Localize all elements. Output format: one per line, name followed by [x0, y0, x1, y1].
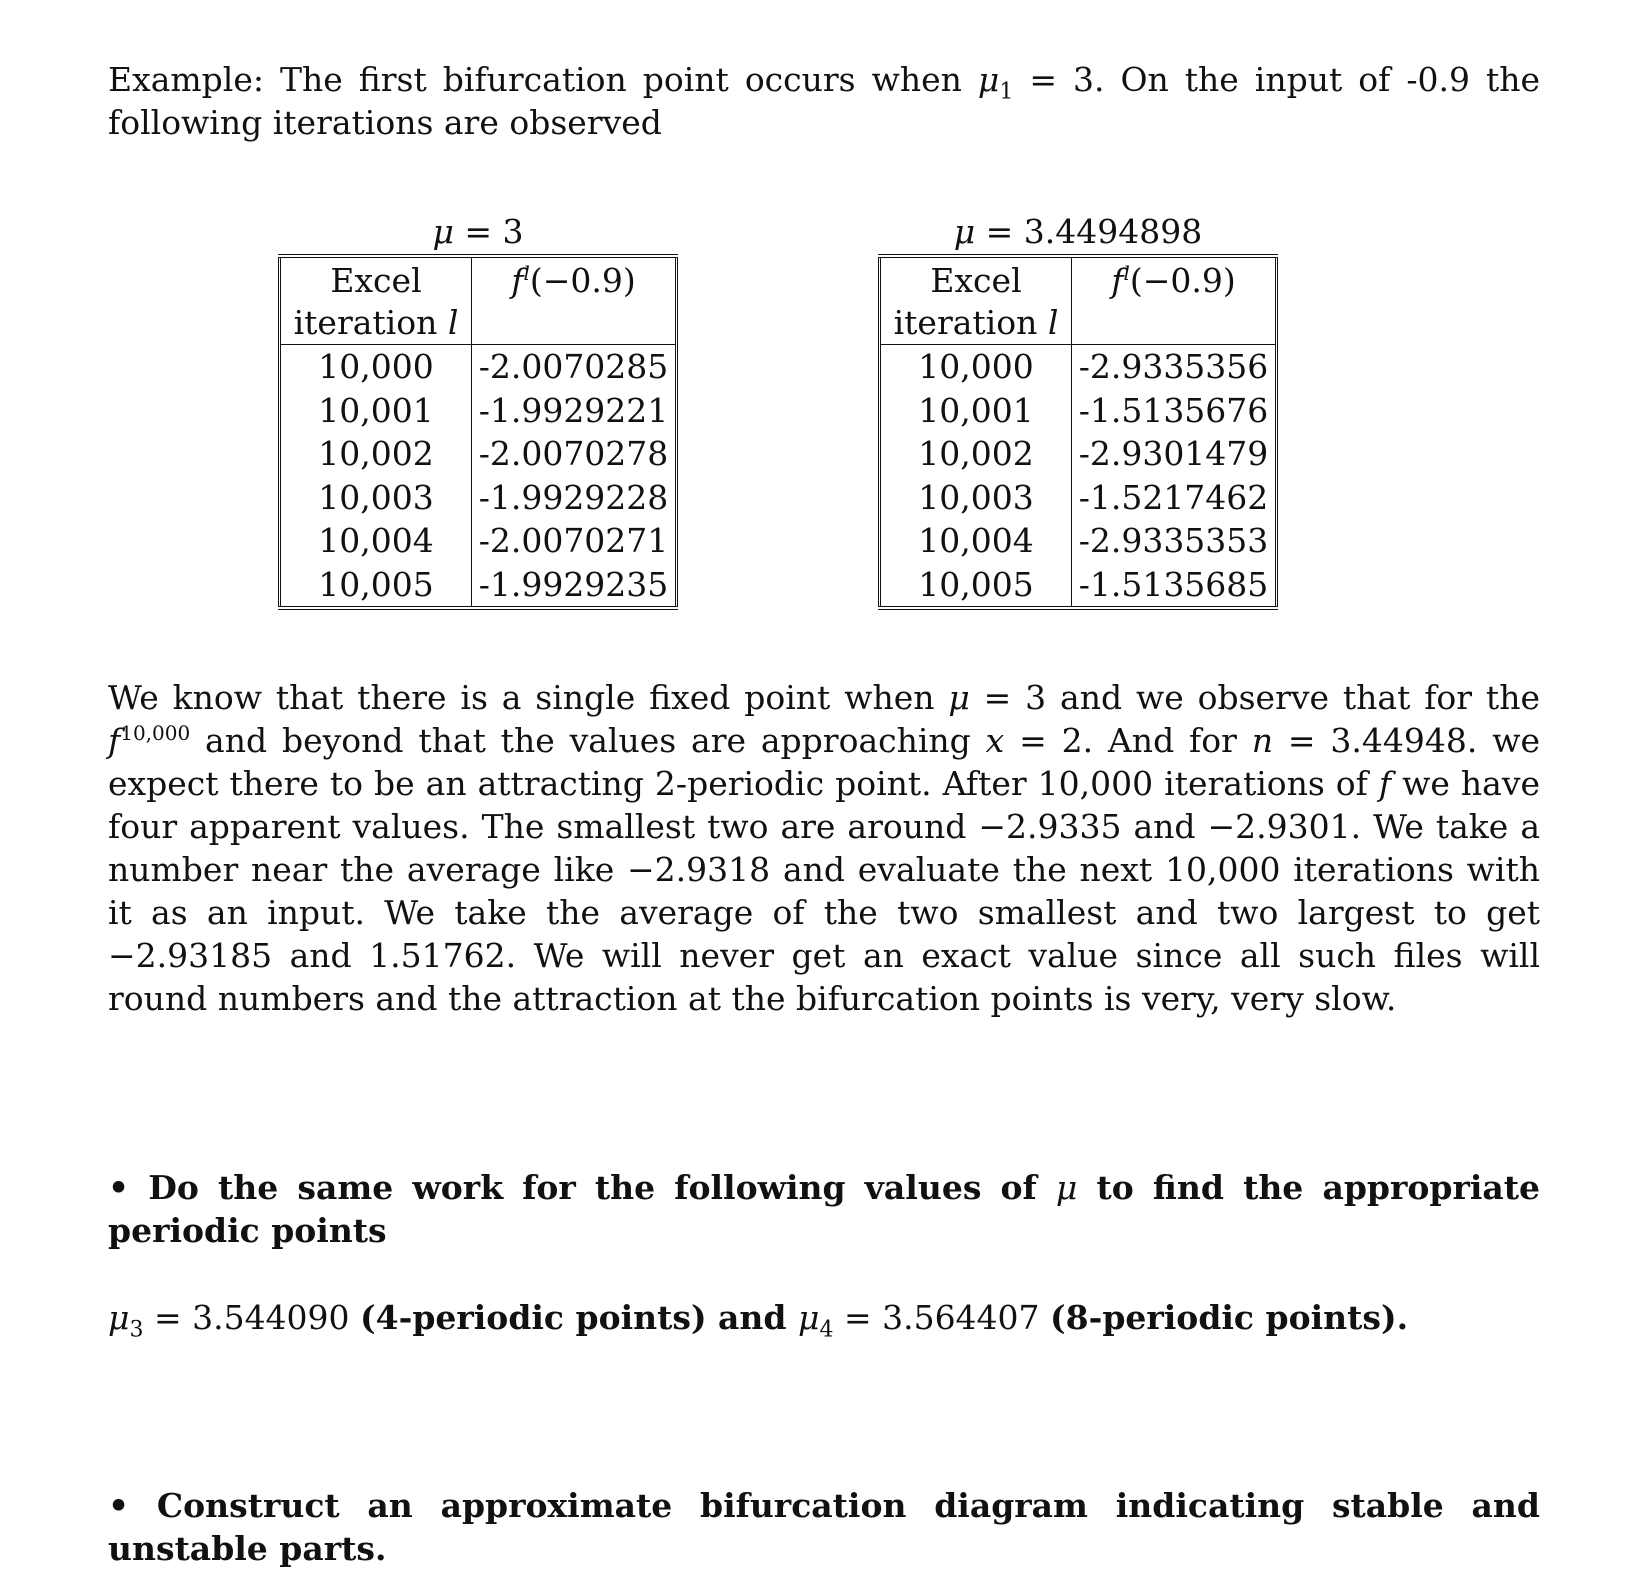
discussion-paragraph: We know that there is a single fixed point when μ = 3 and we observe that for the $f^{10,000}$ and beyond that the values are approaching x = 2. And for n = 3.44948. we expect there to be an attracting 2-periodic point. After 10,000 iterations of f we have four apparent values. The smallest two are around −2.9335 and −2.9301. We take a number near the average like −2.9318 and evaluate the next 10,000 iterations with it as an input. We take the average of the two smallest and two largest to get −2.93185 and 1.51762. We will never get an exact value since all such files will round numbers and the attraction at the bifurcation points is very, very slow.: [108, 678, 1541, 1018]
cell-value: -2.9335353: [1078, 521, 1269, 560]
table-body: [878, 258, 1278, 606]
intro-text-b: = 3. On the input of -0.9 the following iterations are observed: [108, 60, 1540, 142]
header-f-value: $f^l(-0.9)$: [1111, 261, 1236, 300]
header-iteration-line1: Excel: [330, 261, 422, 300]
mu3-symbol: μ: [108, 1298, 130, 1337]
header-iteration: [881, 258, 1072, 344]
mu-value: = 3: [453, 212, 524, 251]
table-row: [881, 389, 1275, 433]
iteration-var: l: [1047, 303, 1059, 342]
table-mu-3-4494898: [878, 210, 1278, 610]
table-row: [281, 345, 675, 389]
mu1-symbol: μ: [977, 60, 1000, 99]
cell-iteration: 10,000: [881, 345, 1072, 389]
f-symbol: f: [108, 721, 121, 760]
table-title: [278, 210, 678, 254]
bullet: •: [108, 1168, 149, 1207]
cell-value: -1.5135676: [1078, 390, 1269, 430]
cell-iteration: 10,004: [281, 519, 472, 563]
table-row: [281, 476, 675, 520]
cell-iteration: 10,002: [281, 432, 472, 476]
mu3-label: (4-periodic points) and: [360, 1298, 798, 1337]
table-header: [881, 258, 1275, 345]
table-row: [881, 432, 1275, 476]
table-mu-3: [278, 210, 678, 610]
cell-value: -1.9929235: [478, 564, 669, 604]
cell-value: -2.0070278: [478, 434, 669, 473]
table-row: [281, 563, 675, 607]
table-row: [881, 476, 1275, 520]
task-periodic-points: • Do the same work for the following values of μ to find the appropriate periodic points: [108, 1168, 1540, 1250]
table-bottom-rule: [278, 606, 678, 610]
cell-iteration: 10,001: [281, 389, 472, 433]
intro-text-a: Example: The first bifurcation point occurs when: [108, 60, 978, 99]
task-bifurcation-diagram: • Construct an approximate bifurcation diagram indicating stable and unstable parts.: [108, 1486, 1540, 1568]
cell-iteration: 10,002: [881, 432, 1072, 476]
header-iteration-line2: iteration l: [893, 303, 1059, 342]
table-row: [281, 432, 675, 476]
iteration-var: l: [447, 303, 459, 342]
cell-value: -2.9335356: [1078, 347, 1269, 386]
header-iteration: [281, 258, 472, 344]
cell-value: -2.0070271: [478, 521, 669, 560]
cell-value: -2.9301479: [1078, 434, 1269, 473]
n-symbol: n: [1251, 721, 1274, 760]
mu-symbol: μ: [1055, 1168, 1078, 1207]
x-symbol: x: [985, 721, 1005, 760]
mu1-subscript: 1: [999, 79, 1014, 105]
cell-value: -1.9929221: [478, 390, 669, 430]
cell-iteration: 10,003: [281, 476, 472, 520]
table-bottom-rule: [878, 606, 1278, 610]
cell-iteration: 10,005: [281, 563, 472, 607]
table-row: [881, 563, 1275, 607]
mu4-label: (8-periodic points).: [1050, 1298, 1409, 1337]
cell-value: -2.0070285: [478, 347, 669, 386]
table-body: [278, 258, 678, 606]
f-symbol: f: [1378, 764, 1392, 803]
table-row: [881, 345, 1275, 389]
mu-symbol: μ: [432, 212, 454, 251]
table-title: [878, 210, 1278, 254]
mu-symbol: μ: [953, 212, 976, 251]
header-f-value: $f^l(-0.9)$: [511, 261, 636, 300]
table-row: [281, 389, 675, 433]
mu-symbol: μ: [948, 678, 970, 717]
mu-values-line: $\mu_3 = 3.544090$ (4-periodic points) and $\mu_4 = 3.564407$ (8-periodic points).: [108, 1298, 1409, 1343]
header-iteration-line1: Excel: [930, 261, 1022, 300]
cell-value: -1.5217462: [1078, 477, 1269, 517]
mu-value: = 3.4494898: [975, 212, 1203, 251]
cell-iteration: 10,000: [281, 345, 472, 389]
cell-iteration: 10,001: [881, 389, 1072, 433]
table-header: [281, 258, 675, 345]
bullet: •: [108, 1486, 157, 1525]
cell-value: -1.9929228: [478, 477, 669, 517]
cell-iteration: 10,005: [881, 563, 1072, 607]
table-row: [281, 519, 675, 563]
mu4-symbol: μ: [798, 1298, 820, 1337]
intro-paragraph: [108, 58, 1540, 144]
cell-iteration: 10,004: [881, 519, 1072, 563]
table-row: [881, 519, 1275, 563]
cell-iteration: 10,003: [881, 476, 1072, 520]
header-iteration-line2: iteration l: [293, 303, 459, 342]
cell-value: -1.5135685: [1078, 564, 1269, 604]
f-exponent: 10,000: [120, 721, 191, 745]
